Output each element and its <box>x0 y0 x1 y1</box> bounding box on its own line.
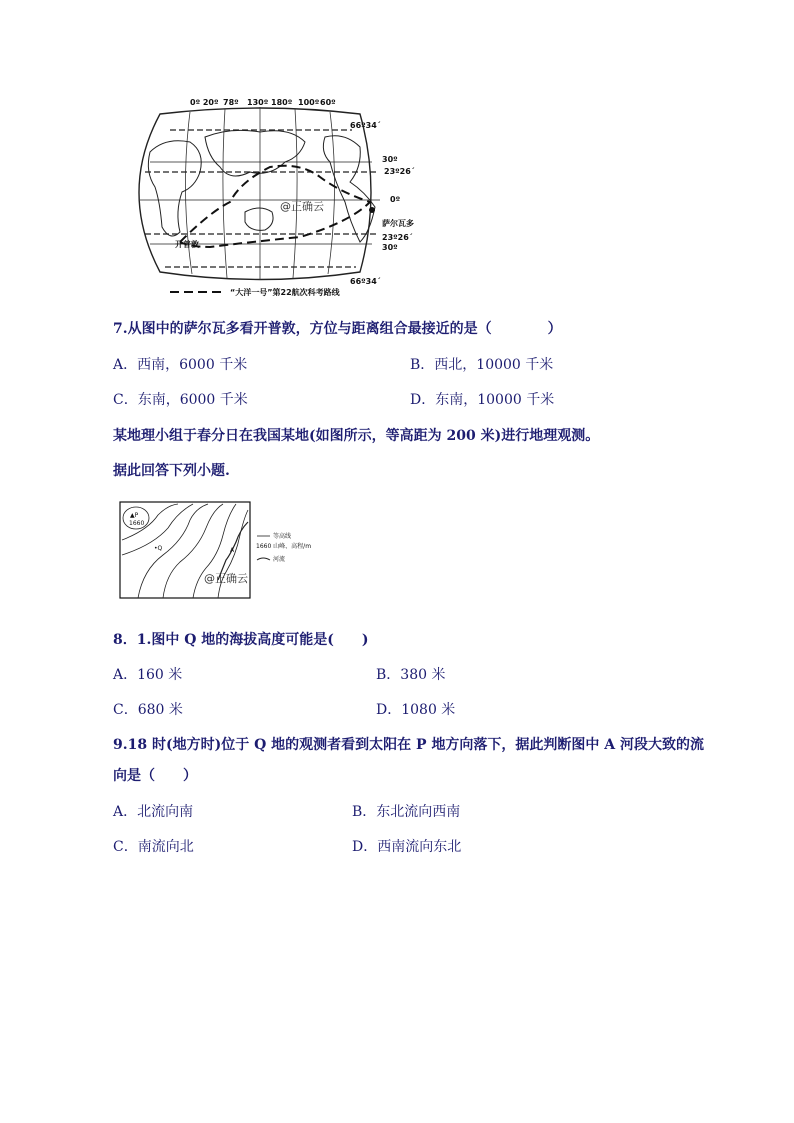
q8-option-d: D．1080 米 <box>376 702 456 718</box>
map-lat-label: 23º26ˊ <box>384 167 415 176</box>
q9-option-b: B．东北流向西南 <box>352 804 461 820</box>
map-legend-route: “大洋一号”第22航次科考路线 <box>230 288 340 297</box>
q9-option-d: D．西南流向东北 <box>352 839 462 855</box>
legend-contour: 等高线 <box>273 533 292 540</box>
peak-elevation: 1660 <box>129 520 145 527</box>
map-lon-label: 130º 180º <box>247 98 293 107</box>
contour-map-figure <box>118 500 328 602</box>
q9-option-a: A．北流向南 <box>113 804 194 820</box>
point-a-label: A <box>230 547 235 554</box>
map-lat-label: 66º34ˊ <box>350 121 381 130</box>
map-lon-label: 78º <box>223 98 239 107</box>
q8-option-b: B．380 米 <box>376 667 446 683</box>
legend-peak: 1660 山峰、高程/m <box>256 543 312 550</box>
place-salvador: 萨尔瓦多 <box>382 219 414 228</box>
map-lat-label: 23º26ˊ <box>382 233 413 242</box>
legend-river: 河流 <box>273 556 286 563</box>
map-lon-label: 0º 20º <box>190 98 219 107</box>
question-7-stem: 7.从图中的萨尔瓦多看开普敦，方位与距离组合最接近的是（ ） <box>113 321 562 337</box>
world-map-figure <box>120 92 415 302</box>
q8-option-c: C．680 米 <box>113 702 183 718</box>
map-lat-label: 30º <box>382 155 398 164</box>
question-9-stem-line-1: 9.18 时(地方时)位于 Q 地的观测者看到太阳在 P 地方向落下，据此判断图中 A 河段大致的流 <box>113 737 705 753</box>
q7-option-a: A．西南，6000 千米 <box>113 357 248 373</box>
q8-option-a: A．160 米 <box>113 667 183 683</box>
question-8-stem: 8．1.图中 Q 地的海拔高度可能是( ) <box>113 632 369 648</box>
intro-line-2: 据此回答下列小题. <box>113 463 230 479</box>
q9-option-c: C．南流向北 <box>113 839 194 855</box>
peak-p-label: ▲P <box>130 512 139 519</box>
q7-option-d: D．东南，10000 千米 <box>410 392 555 408</box>
point-q-label: •Q <box>154 545 163 552</box>
map-lat-label: 30º <box>382 243 398 252</box>
map-lon-label: 60º <box>320 98 336 107</box>
q7-option-c: C．东南，6000 千米 <box>113 392 248 408</box>
watermark: @正确云 <box>280 200 324 213</box>
question-9-stem-line-2: 向是（ ） <box>113 768 197 784</box>
q7-option-b: B．西北，10000 千米 <box>410 357 554 373</box>
place-cape-town: 开普敦 <box>175 240 199 249</box>
watermark: @正确云 <box>204 572 248 585</box>
map-lat-label: 0º <box>390 195 401 204</box>
map-lon-label: 100º <box>298 98 320 107</box>
intro-line-1: 某地理小组于春分日在我国某地(如图所示，等高距为 200 米)进行地理观测。 <box>113 428 600 444</box>
map-lat-label: 66º34ˊ <box>350 277 381 286</box>
